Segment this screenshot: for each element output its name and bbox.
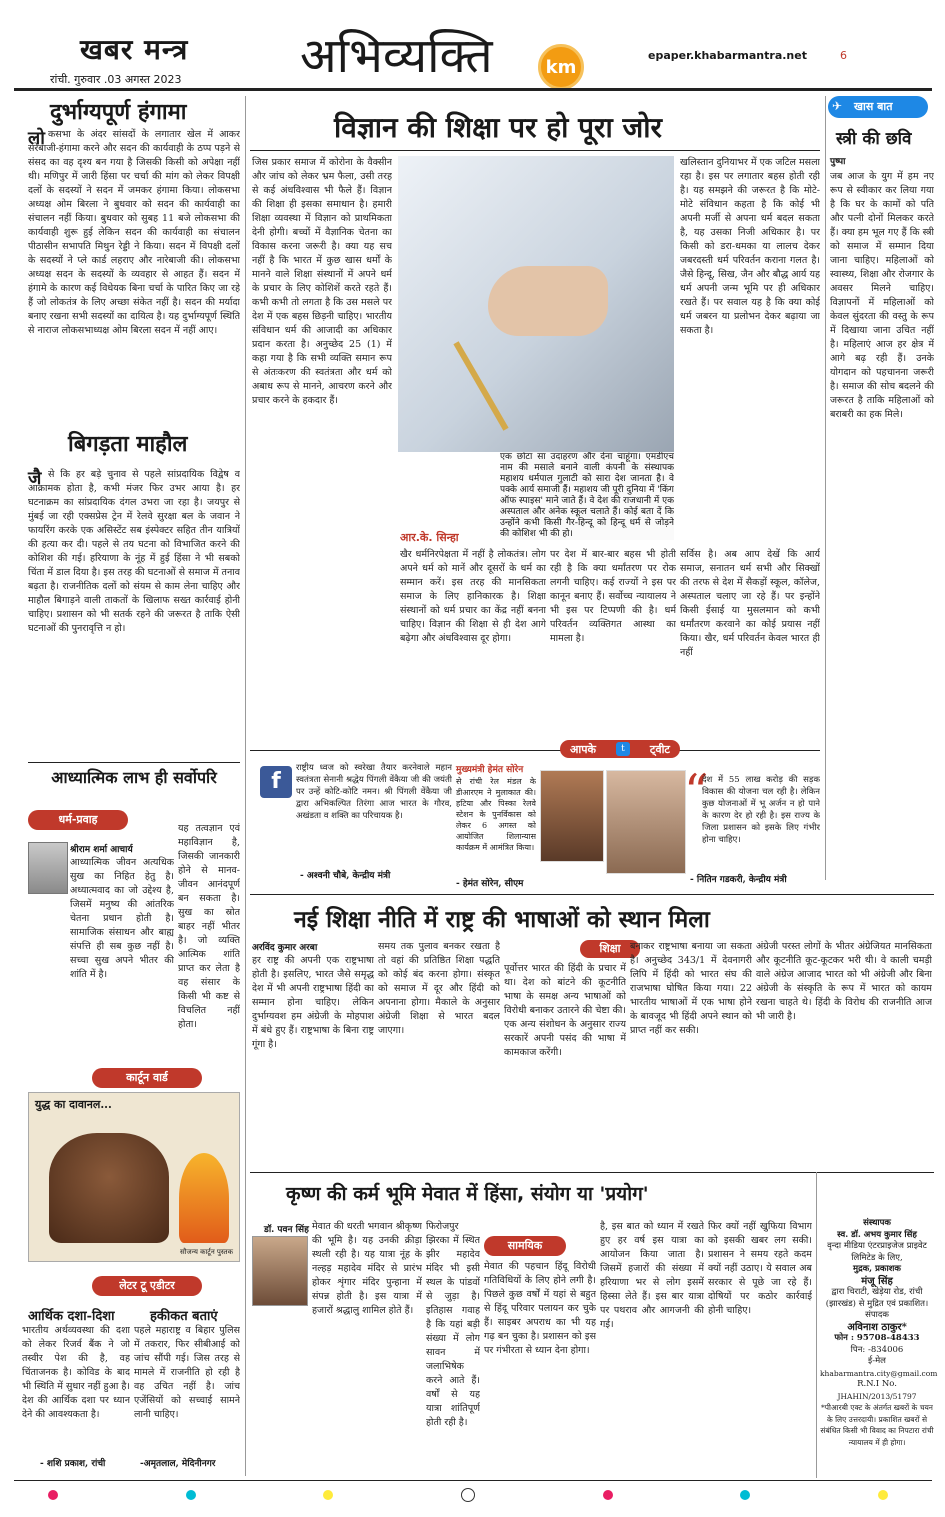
main-col4: पर देश में बार-बार बहस भी होती रही है कि क्या धर्मांतरण पर रोक लगनी चाहिए। कई राज्यों ने इस पर कानून बनाए हैं। सर्वोच्च न्यायालय ने भी इस पर टिप्पणी की है। धर्म परिवर्तन व्यक्तिगत आस्था का मामला है। xyxy=(550,549,676,644)
imprint-label-printer: मुद्रक, प्रकाशक xyxy=(853,1264,901,1274)
imprint-rule xyxy=(816,1172,817,1478)
article2-body3: पूर्वोत्तर भारत की हिंदी के प्रचार में था। देश को बांटने की कूटनीति भाषा के समक्ष अन्य भाषाओं को विरोधी बनाकर उतारने की चेष्टा की। एक अन्य संशोधन के अनुसार राज्य सरकारें अपनी पसंद की भाषा में कामकाज करेंगी। xyxy=(504,963,626,1058)
quote-icon: “ xyxy=(684,764,709,820)
tweet-2-label: मुख्यमंत्री हेमंत सोरेन xyxy=(456,765,524,775)
adhyatmik-body-left: आध्यात्मिक जीवन अत्यधिक सुख का निहित हेतु है। अध्यात्मवाद का जो उद्देश्य है, जिसमें मनुष्य की आंतरिक चेतना प्रधान होती है। सामाजिक संसाधन और बाह्य संपत्ति ही सब कुछ नहीं है। सच्चा सुख अपने भीतर की शांति में है। xyxy=(70,857,174,980)
tweet-2-author: - हेमंत सोरेन, सीएम xyxy=(456,879,524,889)
dropcap-2: जै xyxy=(28,468,42,489)
khas-baat-label: खास बात xyxy=(854,100,893,113)
byline-box xyxy=(400,526,496,546)
letter2-author: -अमृतलाल, मेदिनीनगर xyxy=(140,1459,216,1469)
column-rule-left xyxy=(245,96,246,1476)
quote-box xyxy=(500,452,674,540)
article3-photo xyxy=(252,1236,308,1306)
footer-rule xyxy=(14,1480,932,1481)
gadkari-photo xyxy=(606,770,686,874)
main-col3: खलिस्तान दुनियाभर में एक जटिल मसला रहा है। इस पर लगातार बहस होती रही है। यह समझने की जरूरत है कि मोटे-मोटे संविधान कहता है कि कोई भी अपनी मर्जी से अपना धर्म बदल सकता है, यह उसका निजी अधिकार है। पर किसी को डरा-धमका या लालच देकर जबरदस्ती धर्म परिवर्तन कराना गलत है। जैसे हिन्दू, सिख, जैन और बौद्ध आर्य यह धर्म अपनी जन्म भूमि पर ही अधिकार रखते हैं। पर सवाल यह है कि क्या कोई धर्म जबरन या प्रलोभन देकर बढ़ाया जा सकता है। xyxy=(680,157,820,336)
cartoon-image xyxy=(28,1092,240,1262)
footer-mark-6 xyxy=(878,1490,888,1500)
letter2-body: पहले महाराष्ट्र व बिहार पुलिस में तकरार, फिर सीबीआई को जांच सौंपी गई। जिस तरह से मामले में राजनीति हो रही है वह उचित नहीं है। जांच एजेंसियों को सच्चाई सामने लानी चाहिए। xyxy=(134,1325,240,1420)
masthead-rule xyxy=(14,88,932,91)
imprint-email[interactable]: khabarmantra.city@gmail.com xyxy=(820,1368,938,1378)
article2-body1: हर राष्ट्र की अपनी एक राष्ट्रभाषा होती है। इसलिए, भारत जैसे समृद्ध देश में भी अपनी राष्ट्रभाषा हिंदी का सम्मान होना चाहिए। लेकिन दुर्भाग्यवश हम अंग्रेजी के मोहपाश में बंधे हुए हैं। राष्ट्रभाषा के बिना राष्ट्र गूंगा है। xyxy=(252,955,374,1050)
page-number: 6 xyxy=(840,49,847,62)
footer-crosshair-icon xyxy=(461,1488,475,1502)
cartoon-figure xyxy=(49,1133,169,1243)
footer-mark-3 xyxy=(323,1490,333,1500)
right-body: जब आज के युग में हम नए रूप से स्वीकार कर लिया गया है कि घर के कामों को पति और पत्नी दोनों मिलकर करते हैं। क्या हम भूल गए हैं कि स्त्री को समाज में सम्मान दिया जाना चाहिए। महिलाओं को स्वास्थ्य, शिक्षा और रोजगार के अवसर मिलने चाहिए। विज्ञापनों में महिलाओं को केवल सुंदरता की वस्तु के रूप में दिखाया जाना उचित नहीं है। महिलाएं आज हर क्षेत्र में आगे बढ़ रही हैं। उनके योगदान को पहचानना जरूरी है। समाज की सोच बदलने की जरूरत है ताकि महिलाओं को बराबरी का हक मिले। xyxy=(830,171,934,420)
letter1-author: - शशि प्रकाश, रांची xyxy=(40,1459,106,1469)
dropcap-1: लो xyxy=(28,128,45,149)
website-url[interactable]: epaper.khabarmantra.net xyxy=(648,49,807,62)
plane-icon: ✈ xyxy=(832,99,843,113)
imprint-editor: अविनाश ठाकुर* xyxy=(847,1321,907,1333)
photo-pen xyxy=(453,341,508,431)
footer-mark-1 xyxy=(48,1490,58,1500)
imprint-rni-no: JHAHIN/2013/51797 xyxy=(837,1391,917,1401)
article2-rule xyxy=(250,894,934,895)
cartoon-tag xyxy=(92,1068,202,1088)
tweets-tag-right: ट्वीट xyxy=(649,742,670,756)
tweet-3-author: - नितिन गडकरी, केन्द्रीय मंत्री xyxy=(690,875,787,885)
article2-byline: अरविंद कुमार अरबा xyxy=(252,943,318,953)
samayik-tag-label: सामयिक xyxy=(507,1239,543,1252)
imprint-email-label: ई-मेल xyxy=(868,1356,886,1366)
imprint-box xyxy=(820,1218,938,1478)
imprint-rni: R.N.I No. xyxy=(857,1379,897,1389)
article2-body2: समय तक पुलाव बनकर रखता है तो वहां की प्रतिष्ठित शिक्षा पद्धति को कोई बंद करना होगा। संस्कृत को समाज में दूर और हिंदी को अपनाना होगा। मैकाले के अनुसार अंग्रेजी शिक्षा से भारत बदल जाएगा। xyxy=(378,941,500,1036)
article-title-adhyatmik: आध्यात्मिक लाभ ही सर्वोपरि xyxy=(51,768,217,787)
tweets-header xyxy=(560,740,680,758)
imprint-founder: स्व. डॉ. अभय कुमार सिंह xyxy=(837,1229,917,1240)
footer-mark-2 xyxy=(186,1490,196,1500)
letters-tag-label: लेटर टू एडीटर xyxy=(119,1279,175,1292)
article-title-durbhagya: दुर्भाग्यपूर्ण हंगामा xyxy=(50,99,187,125)
cartoon-caption: युद्ध का दावानल... xyxy=(35,1098,112,1111)
imprint-note: *पीआरबी एक्ट के अंतर्गत खबरों के चयन के लिए उत्तरदायी। प्रकाशित खबरों से संबंधित किसी भी विवाद का निपटारा रांची न्यायालय में ही होगा। xyxy=(820,1403,934,1447)
logo-text: km xyxy=(545,56,577,78)
column-rule-right xyxy=(825,96,826,880)
article3-body1: मेवात की धरती भगवान श्रीकृष्ण की भूमि है। यह उनकी क्रीड़ा स्थली रही है। यह यात्रा नूंह के नल्हड़ महादेव मंदिर से प्रारंभ होकर शृंगार मंदिर पुन्हाना में संपन्न होती है। इस यात्रा में हजारों श्रद्धालु शामिल होते हैं। xyxy=(312,1221,422,1316)
letter1-body: भारतीय अर्थव्यवस्था की दशा को लेकर रिजर्व बैंक ने जो तस्वीर पेश की है, वह चिंताजनक है। कोविड के बाद भी स्थिति में सुधार नहीं हुआ है। देश की आर्थिक दशा पर ध्यान देने की आवश्यकता है। xyxy=(22,1325,130,1420)
footer-mark-5 xyxy=(740,1490,750,1500)
imprint-printer: मंजू सिंह xyxy=(861,1275,893,1287)
tweet-1-text: राष्ट्रीय ध्वज को स्वरेखा तैयार करनेवाले महान स्वतंत्रता सेनानी श्रद्धेय पिंगली वेंकैया जी की जयंती पर उन्हें कोटि-कोटि नमन। श्री पिंगली वेंकैया जी द्वारा अभिकल्पित तिरंगा आज भारत के गौरव, अखंडता व शक्ति का परिचायक है। xyxy=(296,763,452,821)
article3-body3: मेवात की पहचान हिंदू विरोधी गतिविधियों के लिए होने लगी है। पिछले कुछ वर्षों में यहां से बहुत से हिंदू परिवार पलायन कर चुके हैं। साइबर अपराध का भी यह गढ़ बन चुका है। प्रशासन को इस पर गंभीरता से ध्यान देना होगा। xyxy=(484,1261,596,1356)
cartoon-tag-label: कार्टून वार्ड xyxy=(126,1071,168,1084)
twitter-icon: t xyxy=(616,742,630,756)
imprint-pin: पिन: -834006 xyxy=(850,1344,904,1355)
tweet-3-text: देश में 55 लाख करोड़ की सड़क विकास की योजना चल रही है। लेकिन कुछ योजनाओं में भू अर्जन न हो पाने के कारण देर हो रही है। इस राज्य के जिला प्रशासन को इसके लिए गंभीर होना चाहिए। xyxy=(702,775,820,845)
article2-body5: अंग्रेजी परस्त लोगों के भीतर अंग्रेजियत मानसिकता और कूटनीति कूट-कूटकर भरी थी। वे काली चमड़ी वाले अंग्रेज आजाद भारत को भी अंग्रेजी और बिना अंग्रेजी के संस्कृति के रूप में भारत को कायम रखना चाहते थे। हिंदी के विरोध की राजनीति आज भी जारी है। xyxy=(756,941,932,1022)
hemant-soren-photo xyxy=(540,770,604,862)
author-name: श्रीराम शर्मा आचार्य xyxy=(70,845,133,855)
imprint-publisher-line: वृन्दा मीडिया एंटरप्राइजेज प्राइवेट लिमिटेड के लिए, xyxy=(827,1241,927,1263)
cartoon-fire xyxy=(179,1153,229,1243)
footer-mark-4 xyxy=(603,1490,613,1500)
imprint-address: द्वारा चिराटी, खेड़ेया रोड, रांची (झारखंड) से मुद्रित एवं प्रकाशित। xyxy=(825,1287,929,1309)
imprint-phone: फोन : 95708-48433 xyxy=(834,1333,920,1343)
section-title: अभिव्यक्ति xyxy=(300,28,493,84)
imprint-label-editor: संपादक xyxy=(865,1310,889,1320)
article3-body4: है, इस बात को ध्यान में रखते हुए हर वर्ष इस यात्रा का आयोजन किया जाता है। जिसमें हजारों की संख्या में हरियाणा भर से लोग इसमें हिस्सा लेते हैं। इस बार यात्रा पर पथराव और आगजनी की गई। xyxy=(600,1221,704,1330)
right-author: पुष्पा xyxy=(830,157,846,167)
main-col2: खैर धर्मनिरपेक्षता में नहीं है लोकतंत्र। लोग अपने धर्म को मानें और दूसरों के धर्म का सम्मान करें। इस तरह की मानसिकता समाज के लिए हानिकारक है। शिक्षा संस्थानों को धर्म प्रचार का केंद्र नहीं बनना चाहिए। विज्ञान की शिक्षा से ही देश आगे बढ़ेगा और अंधविश्वास दूर होगा। xyxy=(400,549,546,644)
tweet-1-author: - अश्वनी चौबे, केन्द्रीय मंत्री xyxy=(300,871,391,881)
letter2-title: हकीकत बताएं xyxy=(150,1309,218,1324)
letters-tag xyxy=(92,1276,202,1296)
article3-headline: कृष्ण की कर्म भूमि मेवात में हिंसा, संयोग या 'प्रयोग' xyxy=(286,1183,649,1205)
article3-byline: डॉ. पवन सिंह xyxy=(264,1225,309,1235)
samayik-tag xyxy=(484,1236,566,1256)
article3-body2: फिरोजपुर झिरका में स्थित झीर महादेव मंदिर भी इसी स्थल के पांडवों से जुड़ा है। इतिहास गवाह है कि यहां बड़ी संख्या में लोग सावन में जलाभिषेक करने आते हैं। वर्षों से यह यात्रा शांतिपूर्ण होती रही है। xyxy=(426,1221,480,1428)
author-photo xyxy=(28,842,68,894)
photo-hand xyxy=(488,266,608,336)
tweets-rule xyxy=(250,750,820,751)
letter1-title: आर्थिक दशा-दिशा xyxy=(28,1309,115,1324)
imprint-label-founder: संस्थापक xyxy=(863,1218,891,1228)
dharm-pravah-label: धर्म-प्रवाह xyxy=(58,813,98,826)
khas-baat-tag xyxy=(828,96,928,118)
article2-body4: बनाकर राष्ट्रभाषा बनाया जा सकता है। अनुच्छेद 343/1 में देवनागरी लिपि में हिंदी को भारत संघ की राजभाषा घोषित किया गया। 22 भारतीय भाषाओं में एक भाषा होने के बावजूद भी हिंदी अपने स्थान को प्राप्त नहीं कर सकी। xyxy=(630,941,752,1036)
main-headline: विज्ञान की शिक्षा पर हो पूरा जोर xyxy=(334,111,662,144)
tweet-2-text: से रांची रेल मंडल के डीआरएम ने मुलाकात की। हटिया और पिस्का रेलवे स्टेशन के पुनर्विकास को लेकर 6 अगस्त को आयोजित शिलान्यास कार्यक्रम में आमंत्रित किया। xyxy=(456,777,536,852)
brand-name: खबर मन्त्र xyxy=(80,33,189,66)
dharm-pravah-tag xyxy=(28,810,128,830)
adhyatmik-body-right: यह तत्वज्ञान एवं महाविज्ञान है, जिसकी जानकारी होने से मानव-जीवन आनंदपूर्ण बन सकता है। सुख का स्रोत बाहर नहीं भीतर है। जो व्यक्ति आत्मिक शांति प्राप्त कर लेता है वह संसार के किसी भी कष्ट से विचलित नहीं होता। xyxy=(178,823,240,1030)
pull-quote: एक छोटा सा उदाहरण और देना चाहूंगा। एमडीएच नाम की मसाले बनाने वाली कंपनी के संस्थापक महाशय धर्मपाल गुलाटी को सारा देश जानता है। वे पक्के आर्य समाजी हैं। महाशय जी पूरी दुनिया में 'किंग ऑफ स्पाइस' माने जाते हैं। वे देश की राजधानी में एक अस्पताल और अनेक स्कूल चलाते हैं। कोई बता दें कि उन्होंने कभी किसी गैर-हिन्दू को हिन्दू धर्म से जोड़ने की कोशिश भी की हो। xyxy=(500,452,674,539)
byline: आर.के. सिन्हा xyxy=(400,531,459,544)
article3-rule xyxy=(250,1172,934,1173)
article-body-bigadta: से कि हर बड़े चुनाव से पहले सांप्रदायिक विद्वेष व आक्रामक होता है, कभी मंजर फिर उभर आया है। हर घटनाक्रम का सांप्रदायिक दंगल उभरा जा रहा है। जयपुर से मुंबई जा रही एक्सप्रेस ट्रेन में रेलवे सुरक्षा बल के जवान ने फायरिंग करके एक असिस्टेंट सब इंस्पेक्टर सहित तीन यात्रियों की हत्या कर दी। पहले से तय घटना को विभाजित करने की कोशिश की गई। हरियाणा के नूंह में हुई हिंसा ने भी सबको चिंता में डाल दिया है। इस तरह की घटनाओं से समाज में तनाव बढ़ता है। राजनीतिक दलों को संयम से काम लेना चाहिए और माहौल बिगाड़ने वाली ताकतों के खिलाफ सख्त कार्रवाई होनी चाहिए। प्रशासन को भी सतर्क रहने की जरूरत है ताकि ऐसी घटनाओं की पुनरावृत्ति न हो। xyxy=(28,469,240,634)
article3-body5: फिर क्यों नहीं खुफिया विभाग को इसकी खबर लग सकी। प्रशासन ने समय रहते कदम क्यों नहीं उठाए। ये सवाल अब सरकार से पूछे जा रहे हैं। दोषियों पर कठोर कार्रवाई होनी चाहिए। xyxy=(708,1221,812,1316)
shiksha-tag-label: शिक्षा xyxy=(599,942,621,955)
logo xyxy=(538,44,584,90)
footer-color-marks xyxy=(48,1490,888,1500)
cartoon-credit: सौजन्य कार्टून पुस्तक xyxy=(180,1248,233,1256)
main-headline-rule xyxy=(250,150,820,151)
dateline: रांची. गुरुवार .03 अगस्त 2023 xyxy=(50,73,182,86)
right-title: स्त्री की छवि xyxy=(836,129,912,149)
main-photo xyxy=(398,156,674,452)
main-col1: जिस प्रकार समाज में कोरोना के वैक्सीन और जांच को लेकर भ्रम फैला, उसी तरह से कई अंधविश्वास भी फैले हैं। विज्ञान की शिक्षा ही इसका समाधान है। हमारी शिक्षा व्यवस्था में विज्ञान को प्राथमिकता देनी होगी। बच्चों में वैज्ञानिक चेतना का विकास करना जरूरी है। क्या यह सच नहीं है कि भारत में कुछ खास धर्मों के मानने वाले शिक्षा संस्थानों में अपने धर्म के प्रचार के लिए कोशिशें करते रहते हैं। कभी कभी तो लगता है कि उस मसले पर देश में एक बहस छिड़नी चाहिए। भारतीय संविधान धर्म की आजादी का अधिकार प्रदान करता है। अनुच्छेद 25 (1) में कहा गया है कि सभी व्यक्ति समान रूप से अंतःकरण की स्वतंत्रता और धर्म को अबाध रूप से मानने, आचरण करने और प्रचार करने के हकदार हैं। xyxy=(252,157,392,406)
facebook-icon: f xyxy=(260,766,292,798)
article-body-durbhagya: कसभा के अंदर सांसदों के लगातार खेल में आकर सरेबाजी-हंगामा करने और सदन की कार्यवाही के ठप्प पड़ने से संसद का वह दृश्य बन गया है जिसकी किसी को अपेक्षा नहीं थी। मणिपुर में जारी हिंसा पर चर्चा की मांग को लेकर विपक्षी दलों के सदस्यों ने सदन में जमकर हंगामा किया। लोकसभा अध्यक्ष ओम बिरला ने बुधवार को सदन की कार्यवाही का संचालन नहीं किया। बुधवार को सुबह 11 बजे लोकसभा की कार्यवाही शुरू हुई लेकिन सदन की कार्यवाही का संचालन पीठासीन सभापति मिथुन रेड्डी ने किया। सदन में विपक्षी दलों के सदस्यों ने प्ले कार्ड लहराए और नारेबाजी की। लोकसभा अध्यक्ष सदन के सदस्यों के व्यवहार से आहत हैं। सदन में हंगामे के कारण कई विधेयक बिना चर्चा के पारित किए जा रहे हैं जो लोकतंत्र के लिए अच्छा संकेत नहीं है। सदन की मर्यादा बनाए रखना सभी सदस्यों का दायित्व है। यह दुर्भाग्यपूर्ण स्थिति से नाराज लोकसभाध्यक्ष ओम बिरला सदन में नहीं आए। xyxy=(28,129,240,336)
article2-headline: नई शिक्षा नीति में राष्ट्र की भाषाओं को स्थान मिला xyxy=(294,907,710,933)
main-col5: सर्विस है। अब आप देखें कि आर्य समाज, सनातन धर्म सभी और सिक्खों की तरफ से देश में सैकड़ों स्कूल, कॉलेज, अस्पताल चलाए जा रहे हैं। पर इन्होंने किसी ईसाई या मुसलमान को कभी धर्मांतरण करवाने का कोई प्रयास नहीं किया। खैर, धर्म परिवर्तन केवल भारत ही नहीं xyxy=(680,549,820,658)
divider-left-1 xyxy=(28,762,240,763)
tweets-tag-left: आपके xyxy=(569,742,596,756)
article-title-bigadta: बिगड़ता माहौल xyxy=(68,431,188,457)
